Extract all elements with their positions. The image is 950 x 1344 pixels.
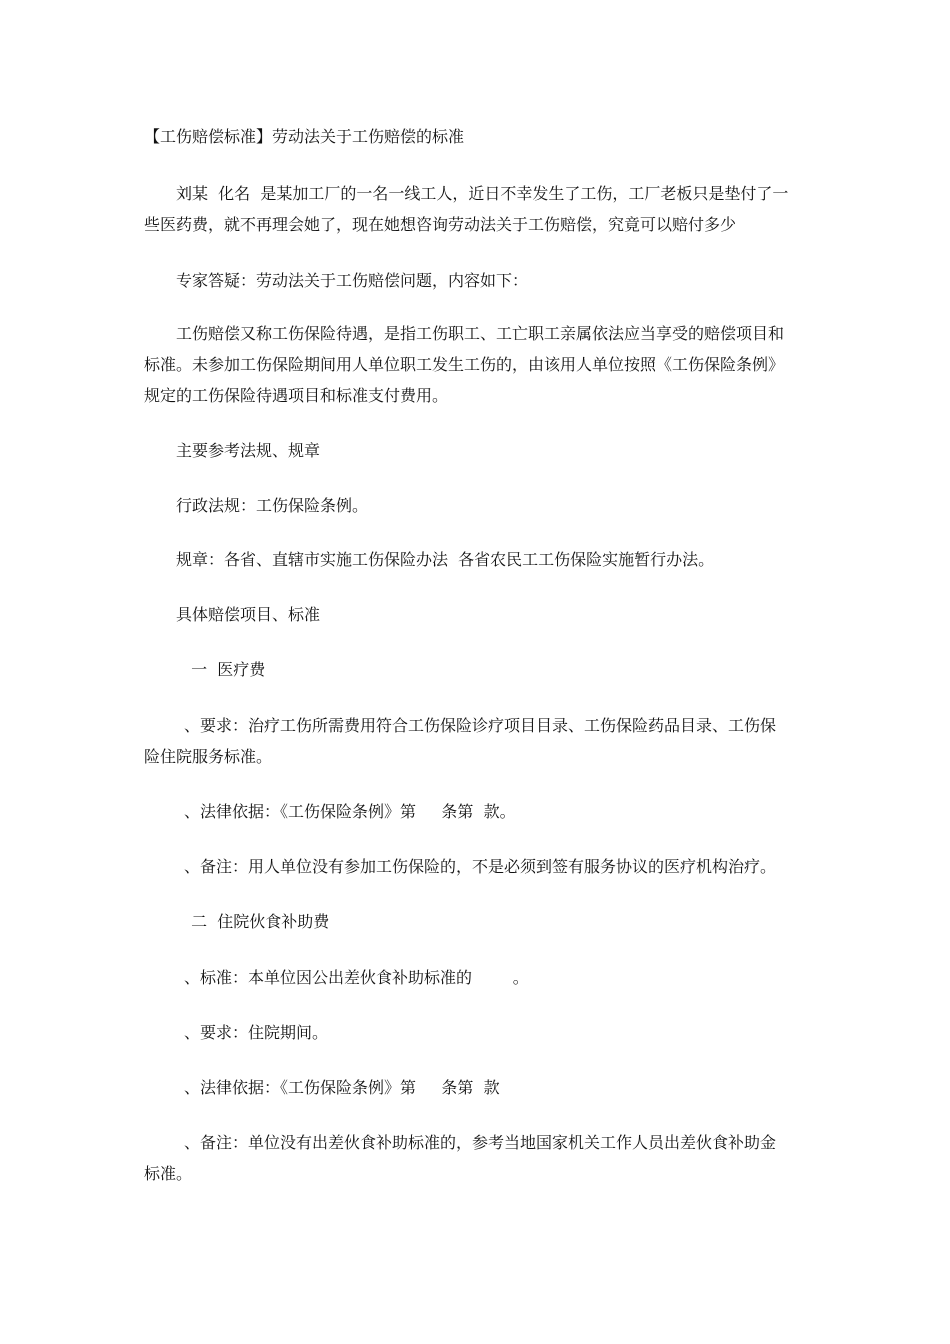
intro-line-2: 些医药费，就不再理会她了，现在她想咨询劳动法关于工伤赔偿，究竟可以赔付多少 xyxy=(144,215,737,234)
section-1-heading: 一 医疗费 xyxy=(186,660,266,679)
section-1-legal-basis: 、法律依据：《工伤保险条例》第 条第 款。 xyxy=(184,802,516,821)
section-1-requirement-line-2: 险住院服务标准。 xyxy=(144,747,273,766)
rules-line: 规章：各省、直辖市实施工伤保险办法 各省农民工工伤保险实施暂行办法。 xyxy=(176,550,715,569)
references-heading: 主要参考法规、规章 xyxy=(176,441,321,460)
section-1-note: 、备注：用人单位没有参加工伤保险的，不是必须到签有服务协议的医疗机构治疗。 xyxy=(184,857,777,876)
section-2-legal-basis: 、法律依据：《工伤保险条例》第 条第 款 xyxy=(184,1078,500,1097)
definition-line-1: 工伤赔偿又称工伤保险待遇，是指工伤职工、工亡职工亲属依法应当享受的赔偿项目和 xyxy=(176,324,785,343)
intro-line-1: 刘某 化名 是某加工厂的一名一线工人，近日不幸发生了工伤，工厂老板只是垫付了一 xyxy=(176,184,789,203)
definition-line-3: 规定的工伤保险待遇项目和标准支付费用。 xyxy=(144,386,449,405)
section-2-heading: 二 住院伙食补助费 xyxy=(186,912,330,931)
items-heading: 具体赔偿项目、标准 xyxy=(176,605,321,624)
section-2-note-line-2: 标准。 xyxy=(144,1164,193,1183)
definition-line-2: 标准。未参加工伤保险期间用人单位职工发生工伤的，由该用人单位按照《工伤保险条例》 xyxy=(144,355,785,374)
section-2-note-line-1: 、备注：单位没有出差伙食补助标准的，参考当地国家机关工作人员出差伙食补助金 xyxy=(184,1133,777,1152)
section-1-requirement-line-1: 、要求：治疗工伤所需费用符合工伤保险诊疗项目目录、工伤保险药品目录、工伤保 xyxy=(184,716,777,735)
document-title: 【工伤赔偿标准】劳动法关于工伤赔偿的标准 xyxy=(144,127,465,146)
administrative-regulation: 行政法规：工伤保险条例。 xyxy=(176,496,369,515)
section-2-requirement: 、要求：住院期间。 xyxy=(184,1023,329,1042)
expert-answer-line: 专家答疑：劳动法关于工伤赔偿问题，内容如下： xyxy=(176,271,529,290)
section-2-standard: 、标准：本单位因公出差伙食补助标准的 。 xyxy=(184,968,529,987)
